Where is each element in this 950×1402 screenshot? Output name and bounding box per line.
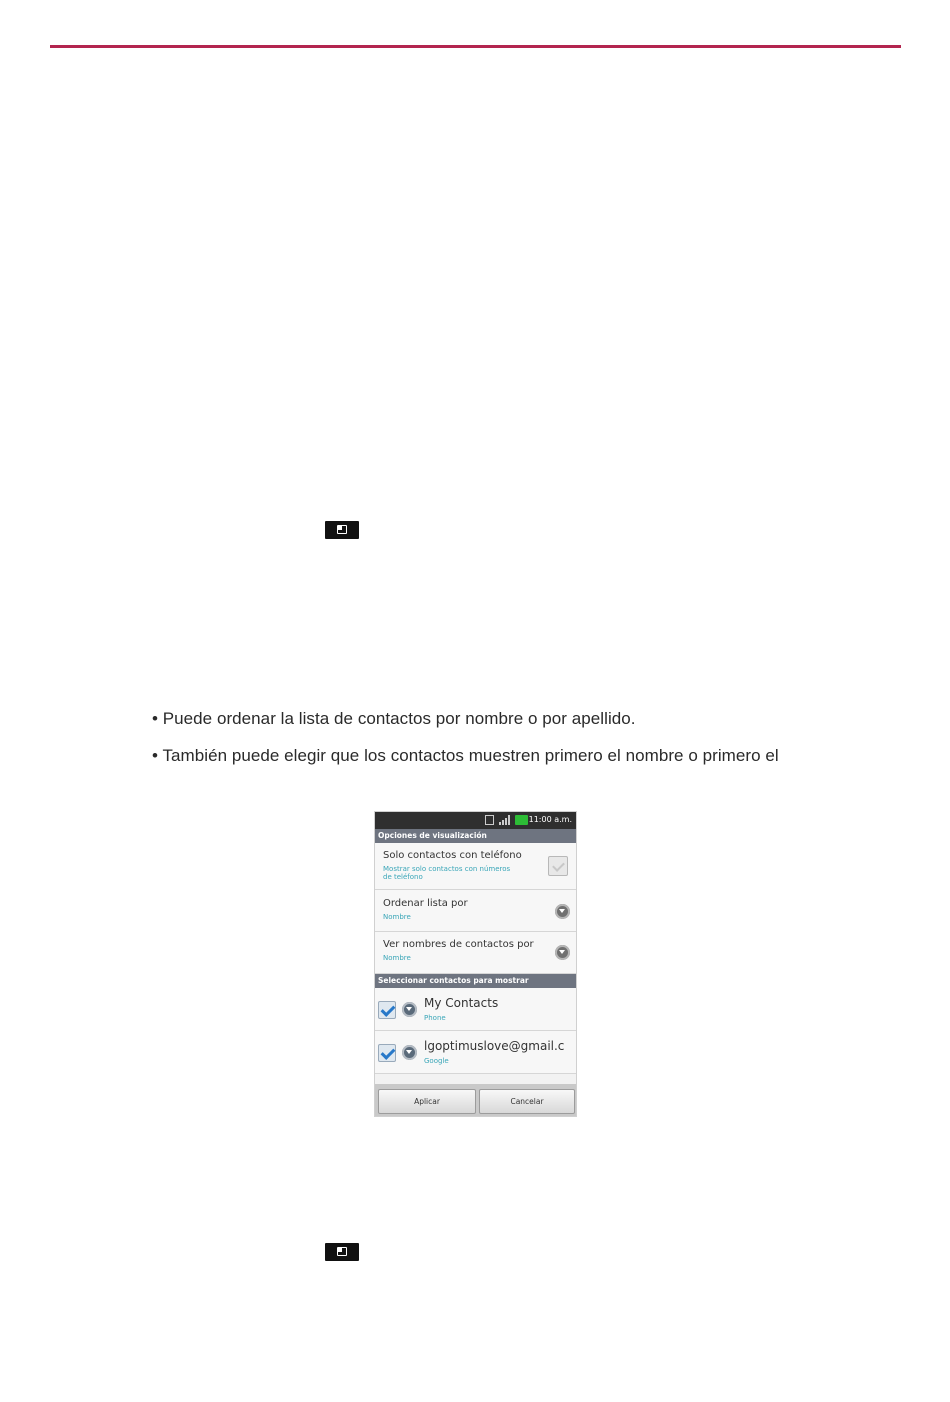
row-subtitle: Nombre [383, 954, 411, 962]
row-only-with-phone[interactable] [375, 843, 576, 890]
button-bar [375, 1084, 576, 1117]
account-row-google[interactable] [375, 1031, 576, 1074]
section-header-display: Opciones de visualización [375, 829, 576, 843]
row-title: Ordenar lista por [383, 898, 468, 909]
account-name: My Contacts [424, 996, 499, 1010]
chevron-down-icon[interactable] [555, 904, 570, 919]
account-row-phone[interactable] [375, 988, 576, 1031]
row-sort-list[interactable] [375, 890, 576, 932]
row-subtitle: Mostrar solo contactos con números [383, 865, 511, 873]
row-subtitle: Nombre [383, 913, 411, 921]
bullet-sort-order: • Puede ordenar la lista de contactos por nombre o por apellido. [152, 709, 636, 728]
only-with-phone-checkbox[interactable] [548, 856, 568, 876]
row-subtitle-line2: de teléfono [383, 873, 423, 881]
status-time: 11:00 a.m. [528, 815, 572, 824]
cancel-button[interactable]: Cancelar [479, 1089, 575, 1114]
status-bar [375, 812, 576, 829]
signal-icon [499, 815, 511, 825]
account-name: lgoptimuslove@gmail.c [424, 1039, 565, 1053]
section-header-select: Seleccionar contactos para mostrar [375, 974, 576, 988]
expand-icon[interactable] [402, 1045, 417, 1060]
chevron-down-icon[interactable] [555, 945, 570, 960]
account-checkbox[interactable] [378, 1001, 396, 1019]
row-view-names[interactable] [375, 932, 576, 974]
sim-icon [485, 815, 494, 825]
header-rule [50, 45, 901, 48]
menu-key-icon [325, 1243, 359, 1261]
account-checkbox[interactable] [378, 1044, 396, 1062]
bullet-name-display: • También puede elegir que los contactos muestren primero el nombre o primero el [152, 746, 779, 765]
row-title: Ver nombres de contactos por [383, 939, 534, 950]
expand-icon[interactable] [402, 1002, 417, 1017]
account-type: Phone [424, 1014, 446, 1022]
row-title: Solo contactos con teléfono [383, 850, 522, 861]
battery-icon [515, 815, 528, 825]
apply-button[interactable]: Aplicar [378, 1089, 476, 1114]
account-type: Google [424, 1057, 449, 1065]
phone-screenshot [374, 811, 577, 1117]
menu-key-icon [325, 521, 359, 539]
